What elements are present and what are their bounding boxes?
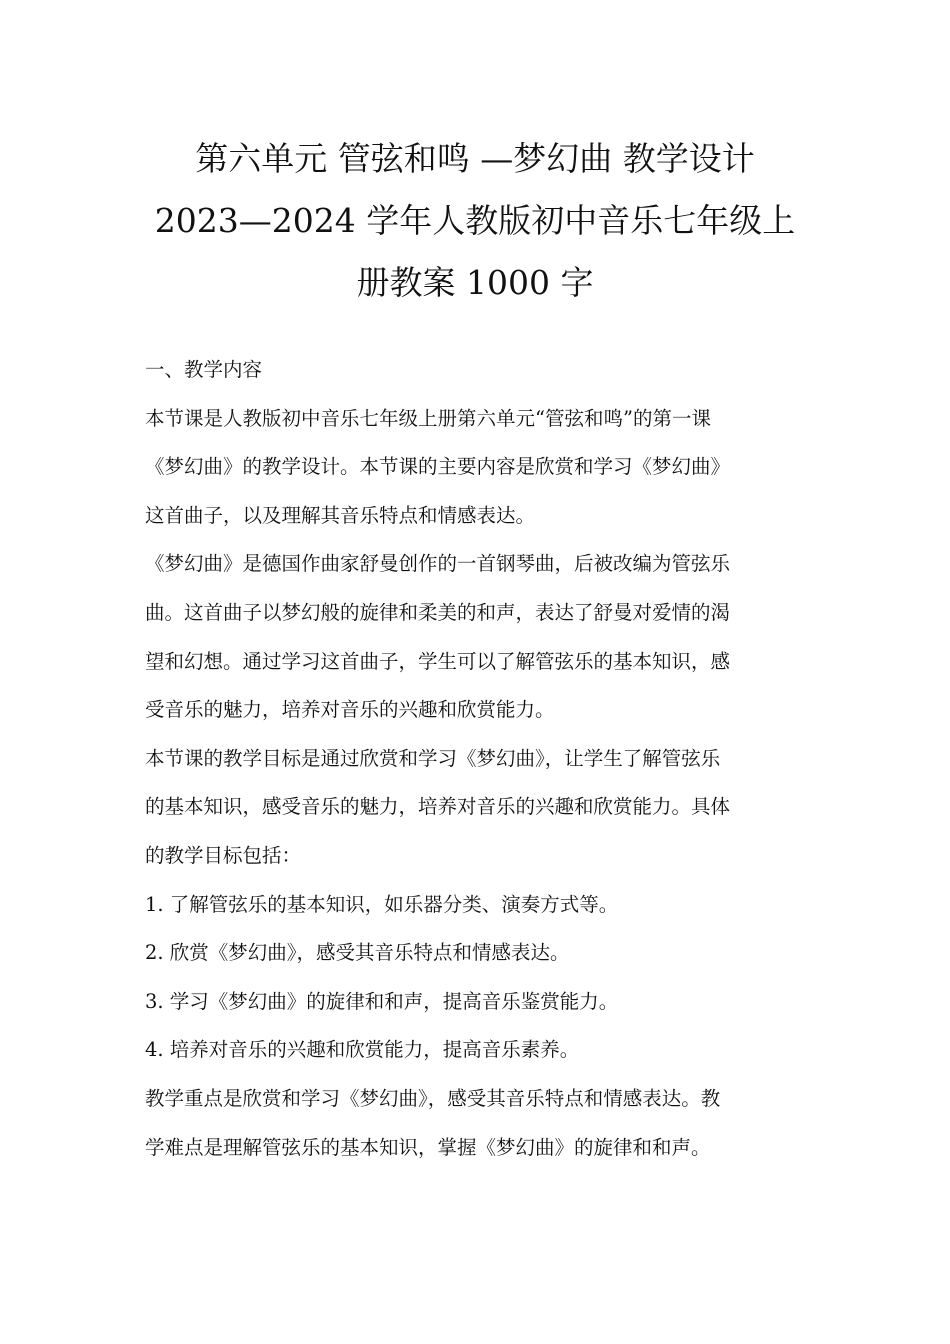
paragraph-line: 《梦幻曲》是德国作曲家舒曼创作的一首钢琴曲，后被改编为管弦乐: [145, 552, 731, 576]
paragraph-line: 的教学目标包括：: [145, 843, 302, 867]
list-item: 4. 培养对音乐的兴趣和欣赏能力，提高音乐素养。: [145, 1038, 580, 1062]
paragraph-line: 本节课是人教版初中音乐七年级上册第六单元“管弦和鸣”的第一课: [145, 406, 711, 430]
list-item: 2. 欣赏《梦幻曲》，感受其音乐特点和情感表达。: [145, 941, 570, 965]
paragraph-line: 本节课的教学目标是通过欣赏和学习《梦幻曲》，让学生了解管弦乐: [145, 746, 721, 770]
paragraph-line: 这首曲子，以及理解其音乐特点和情感表达。: [145, 503, 536, 527]
title-line: 2023—2024 学年人教版初中音乐七年级上: [154, 201, 796, 240]
list-item: 3. 学习《梦幻曲》的旋律和和声，提高音乐鉴赏能力。: [145, 989, 619, 1013]
title-line: 第六单元 管弦和鸣 —梦幻曲 教学设计: [195, 139, 755, 178]
paragraph-line: 学难点是理解管弦乐的基本知识，掌握《梦幻曲》的旋律和和声。: [145, 1135, 711, 1159]
document-body: [145, 346, 810, 1172]
title-line: 册教案 1000 字: [356, 263, 594, 302]
paragraph-line: 教学重点是欣赏和学习《梦幻曲》，感受其音乐特点和情感表达。教: [145, 1086, 721, 1110]
paragraph-line: 望和幻想。通过学习这首曲子，学生可以了解管弦乐的基本知识，感: [145, 649, 731, 673]
document-title: [120, 128, 830, 314]
paragraph-line: 《梦幻曲》的教学设计。本节课的主要内容是欣赏和学习《梦幻曲》: [145, 455, 731, 479]
paragraph-line: 曲。这首曲子以梦幻般的旋律和柔美的和声，表达了舒曼对爱情的渴: [145, 600, 731, 624]
section-heading: 一、教学内容: [145, 358, 263, 381]
paragraph-line: 的基本知识，感受音乐的魅力，培养对音乐的兴趣和欣赏能力。具体: [145, 795, 731, 819]
list-item: 1. 了解管弦乐的基本知识，如乐器分类、演奏方式等。: [145, 892, 619, 916]
paragraph-line: 受音乐的魅力，培养对音乐的兴趣和欣赏能力。: [145, 698, 555, 722]
